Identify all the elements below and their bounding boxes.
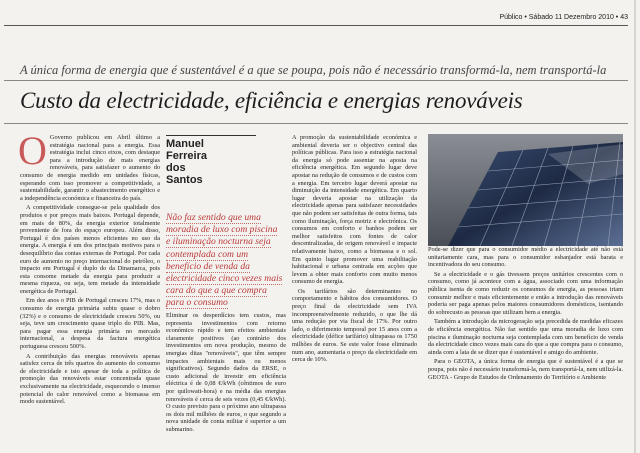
paragraph: Em dez anos o PIB de Portugal cresceu 17%, mas o consumo de energia primária subiu quase o dobro (32%) e o consumo de electricidade cresceu 50%, ou seja, teve um crescimento quase triplo do PIB. Mas, para pagar essa energia primária no mercado internacional, a despesa da factura energética portuguesa cresceu 500%. <box>20 297 160 351</box>
column-1 <box>18 128 160 424</box>
paragraph: A contribuição das energias renováveis apenas satisfez cerca de três quartos do aumento do consumo de electricidade e isto apesar de toda a política de promoção das renováveis estar concentrada quase exclusivamente na electricidade, esquecendo o imenso potencial do calor renovável como a biomassa em modo sustentável. <box>20 352 160 406</box>
masthead: Público • Sábado 11 Dezembro 2010 • 43 <box>499 14 628 21</box>
pull-quote <box>166 212 284 310</box>
author-name-line: dos <box>166 162 186 174</box>
headline-rule <box>4 123 628 124</box>
scan-edge <box>634 0 636 453</box>
drop-cap: O <box>18 128 47 173</box>
top-rule <box>4 25 628 26</box>
column-4 <box>428 134 623 424</box>
author-name-line: Santos <box>166 174 203 186</box>
column-2 <box>166 312 286 433</box>
paragraph: Se a electricidade e o gás tivessem preços unitários crescentes com o consumo, como já acontece com a água, associado com uma informação pública isenta de como reduzir os consumos de energia, as pessoas iriam consumir melhor e mais eficientemente e então a introdução das renováveis poderia ser paga apenas pelos maiores consumidores domésticos, isentando do sobrecusto as pessoas que utilizam bem a energia. <box>428 270 623 316</box>
author-name-line: Manuel <box>166 138 204 150</box>
paragraph: A promoção da sustentabilidade económica e ambiental deveria ser o objectivo central das políticas públicas. Para isso a estratégia nacional da energia só pode assentar na aposta na eficiência energética. Em segundo lugar deve apostar na redução de consumos e de custos com a energia. Em terceiro lugar deverá apostar na diminuição da intensidade energética. Em quarto lugar deveria apostar na utilização da electricidade apenas para satisfazer necessidades que não podem ser satisfeitas de outra forma, tais como iluminação, força motriz e electrónica. Os consumos em conforto e banhos podem ser melhor satisfeitos com fontes de calor descentralizadas, de origem renovável e impacte relativamente baixo, como a biomassa e o sol. Em quinto lugar promover uma reabilitação habitacional e urbana centrada em acções que levem a obter mais conforto com muito menos consumo de energia. <box>292 134 417 286</box>
subtitle-rule <box>4 80 628 81</box>
paragraph: Os tarifários são determinantes no comportamento e hábitos dos consumidores. O preço final da electricidade sem IVA incompreensivelmente reduzido, o que lhe dá uma redução por via fiscal de 17%. Por outro lado, o diferimento temporal por 15 anos com a electricidade (défice tarifário) ultrapassa os 1750 milhões de euros. Se este valor fosse eliminado num ano, aumentaria o preço da electricidade em cerca de 10%. <box>292 287 417 364</box>
paragraph: Para o GEOTA, a única forma de energia que é sustentável é a que se poupa, pois não é necessário transformá-la, nem transportá-la, nem utilizá-la. GEOTA - Grupo de Estudos de Ordenamento do Território e Ambiente <box>428 358 623 381</box>
author-byline <box>166 138 226 186</box>
author-name-line: Ferreira <box>166 150 207 162</box>
paragraph: Eliminar os desperdícios tem custos, mas representa investimentos com retorno económico rápido e tem efeitos ambientais claramente positivos (ao contrário dos investimentos em nova produção, mesmo de energias ditas "renováveis", que têm sempre impactes ambientais mais ou menos significativos). Segundo dados da ERSE, o custo adicional de investir em eficiência eléctrica é de 0,08 €/kWh (cêntimos de euro por quilowatt-hora) e na média das energias renováveis é cerca de seis vezes (0,45 €/kWh). O custo previsto para o próximo ano ultrapassa os dois mil milhões de euros, o que segundo a nova unidade de conta militar é superior a um submarino. <box>166 312 286 433</box>
paragraph: Também a introdução da microgeração seja precedida de medidas eficazes de eficiência energética. Não faz sentido que uma moradia de luxo com piscina e iluminação nocturna seja contemplada com um benefício de venda da electricidade cinco vezes mais cara do que a que compra para o consumo, ainda com a lata de se dizer que é sustentável e amigo do ambiente. <box>428 318 623 356</box>
author-rule <box>166 135 256 136</box>
article-subtitle: A única forma de energia que é sustentável é a que se poupa, pois não é necessário transformá-la, nem transportá-la <box>20 63 607 77</box>
paragraph: O Governo publicou em Abril último a estratégia nacional para a energia. Essa estratégia inclui cinco eixos, com destaque para a introdução de mais energias renováveis, para satisfazer o aumento do consumo de energia medido em unidades físicas, esperando com isso promover a competitividade, a sustentabilidade, garantir o abastecimento energético e a independência económica e financeira do país. <box>18 128 160 202</box>
article-headline: Custo da electricidade, eficiência e energias renováveis <box>20 88 523 113</box>
paragraph: A competitividade consegue-se pela qualidade dos produtos e por preços mais baixos. Portugal depende, em mais de 80%, da energia exterior totalmente proveniente de fora do espaço europeu. Além disso, Portugal é dos países menos eficientes no uso da energia. A energia é um dos principais motivos para o desequilíbrio das contas externas de Portugal. Por cada euro de aumento no preço internacional do petróleo, o impacto em Portugal é duplo do da Dinamarca, pois esta consome metade da energia para produzir a mesma riqueza, ou seja, tem metade da intensidade energética de Portugal. <box>20 204 160 295</box>
pull-quote-text: Não faz sentido que uma moradia de luxo com piscina e iluminação nocturna seja contemplada com um benefício de venda da electricidade cinco vezes mais cara do que a que compra para o consumo <box>166 212 283 309</box>
paragraph: Pode-se dizer que para o consumidor médio a electricidade até não está unitariamente cara, mas para o consumidor esbanjador está barata e incentivadora do seu consumo. <box>428 246 623 269</box>
column-3 <box>292 134 417 424</box>
